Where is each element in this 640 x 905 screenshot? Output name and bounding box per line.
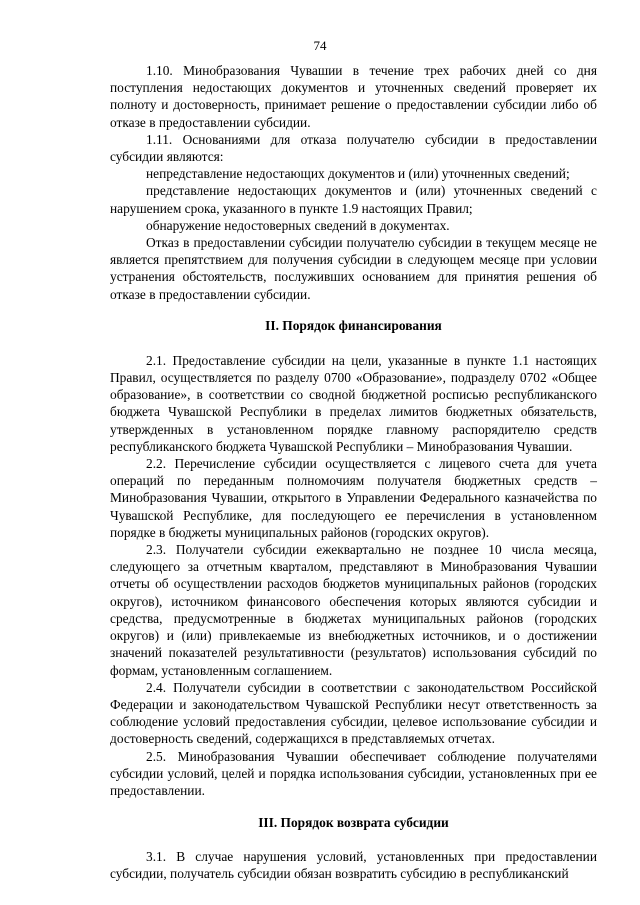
- section-heading-return: III. Порядок возврата субсидии: [258, 815, 449, 831]
- paragraph: Отказ в предоставлении субсидии получателю субсидии в текущем месяце не является препятствием для получения субсидии в следующем месяце при условии устранения обстоятельств, послуживших основанием для принятия решения об отказе в предоставлении субсидии.: [110, 235, 597, 302]
- paragraph: 2.1. Предоставление субсидии на цели, указанные в пункте 1.1 настоящих Правил, осуществляется по разделу 0700 «Образование», подразделу 0702 «Общее образование», в соответствии со сводной бюджетной росписью республиканского бюджета Чувашской Республики в пределах лимитов бюджетных обязательств, утвержденных в установленном порядке главному распорядителю средств республиканского бюджета Чувашской Республики – Минобразования Чувашии.: [110, 352, 597, 454]
- paragraph: 1.11. Основаниями для отказа получателю субсидии в предоставлении субсидии являются:: [110, 131, 597, 165]
- paragraph: 2.3. Получатели субсидии ежеквартально не позднее 10 числа месяца, следующего за отчетным кварталом, представляют в Минобразования Чувашии отчеты об осуществлении расходов бюджетов муниципальных районов (городских округов), источником финансового обеспечения которых являются субсидии и средства, предусмотренные в бюджетах муниципальных районов (городских округов) и (или) привлекаемые из внебюджетных источников, и о достижении значений показателей результативности (результатов) использования субсидий по формам, установленным соглашением.: [110, 542, 597, 678]
- paragraph: 2.2. Перечисление субсидии осуществляется с лицевого счета для учета операций по переданным полномочиям получателя бюджетных средств – Минобразования Чувашии, открытого в Управлении Федерального казначейства по Чувашской Республике, для последующего ее перечисления в установленном порядке в бюджеты муниципальных районов (городских округов).: [110, 456, 597, 540]
- paragraph: обнаружение недостоверных сведений в документах.: [146, 217, 450, 233]
- section-heading-financing: II. Порядок финансирования: [265, 317, 442, 333]
- paragraph: 2.5. Минобразования Чувашии обеспечивает соблюдение получателями субсидии условий, целей и порядка использования субсидии, установленных при ее предоставлении.: [110, 748, 597, 798]
- page-number: 74: [313, 38, 327, 53]
- paragraph: 1.10. Минобразования Чувашии в течение трех рабочих дней со дня поступления недостающих документов и уточненных сведений проверяет их полноту и достоверность, принимает решение о предоставлении субсидии либо об отказе в предоставлении субсидии.: [110, 63, 597, 130]
- paragraph: 3.1. В случае нарушения условий, установленных при предоставлении субсидии, получатель субсидии обязан возвратить субсидию в республиканский: [110, 849, 597, 882]
- paragraph: 2.4. Получатели субсидии в соответствии с законодательством Российской Федерации и законодательством Чувашской Республики несут ответственность за соблюдение условий предоставления субсидии, целевое использование субсидии и достоверность сведений, содержащихся в представляемых отчетах.: [110, 679, 597, 747]
- paragraph: представление недостающих документов и (или) уточненных сведений с нарушением срока, указанного в пункте 1.9 настоящих Правил;: [110, 183, 597, 216]
- paragraph: непредставление недостающих документов и (или) уточненных сведений;: [146, 166, 570, 182]
- document-body: [110, 62, 597, 883]
